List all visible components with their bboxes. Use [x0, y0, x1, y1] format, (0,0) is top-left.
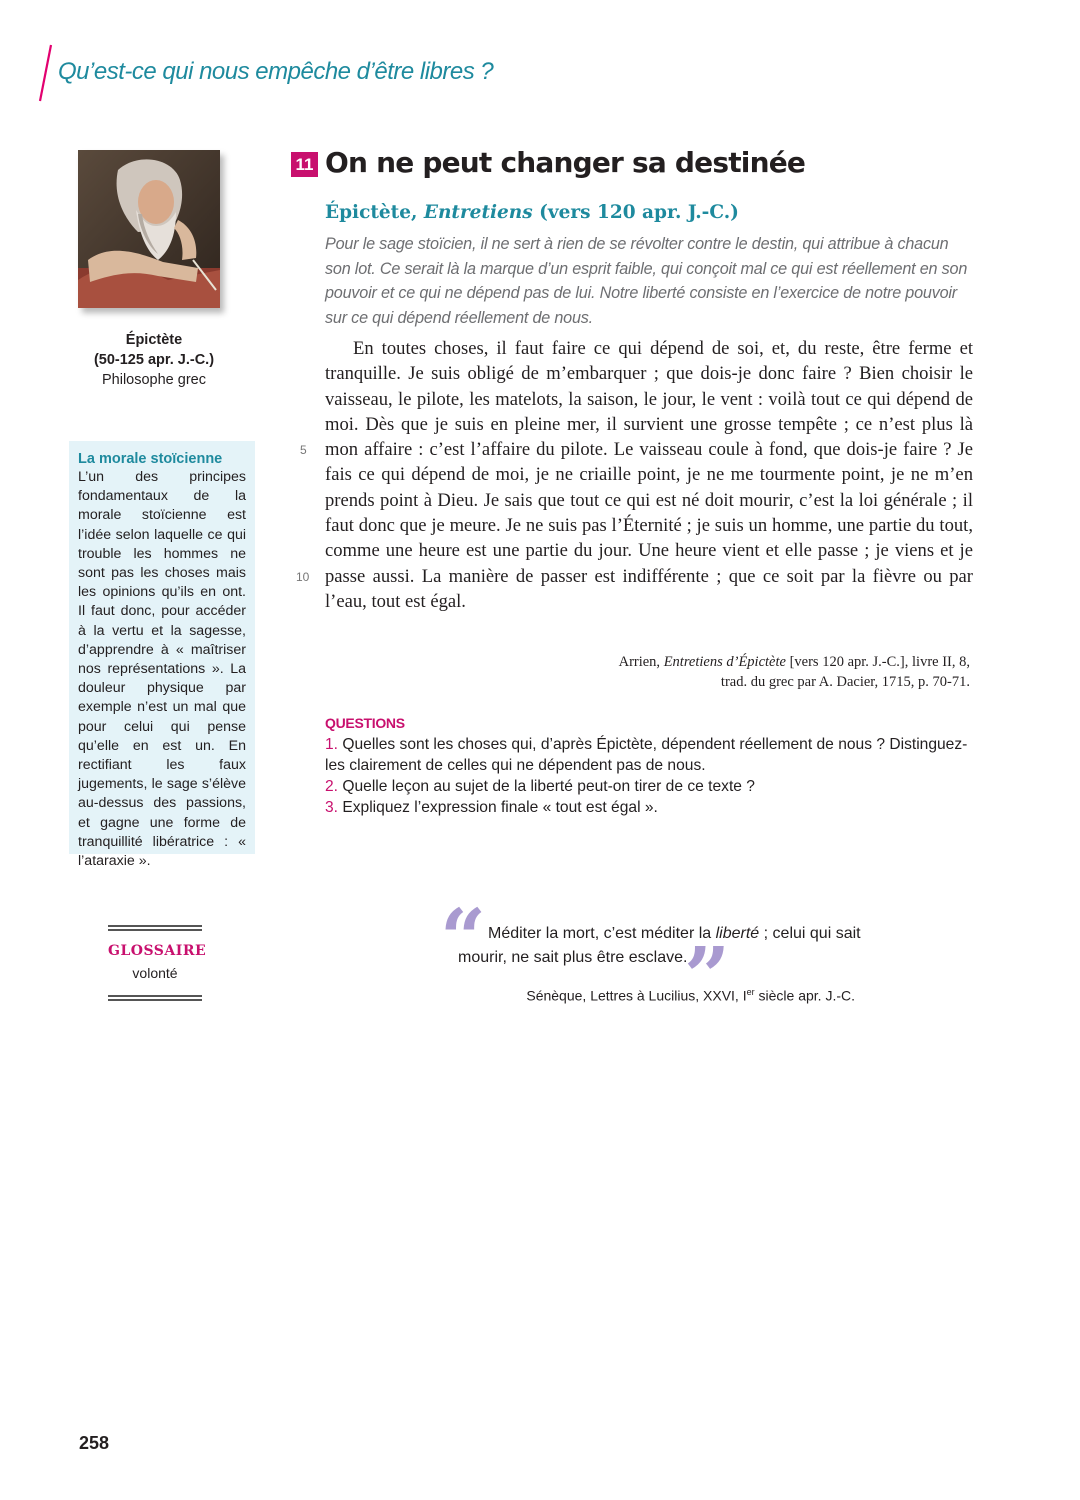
glossary-title: GLOSSAIRE — [108, 943, 207, 959]
quote-text-end: ; celui qui sait — [759, 925, 861, 942]
header-slash-decoration — [36, 44, 56, 102]
document-subtitle — [325, 202, 739, 223]
sidebar-box-title: La morale stoïcienne — [78, 451, 223, 467]
questions-title: QUESTIONS — [325, 715, 405, 731]
document-number-badge: 11 — [291, 152, 318, 177]
portrait-caption — [64, 330, 244, 390]
quote-text-start: Méditer la mort, c’est méditer la — [488, 925, 716, 942]
source-author: Arrien, — [618, 654, 664, 670]
question-item — [325, 797, 975, 818]
sidebar-box-text: L’un des principes fondamentaux de la morale stoïcienne est l’idée selon laquelle ce qui trouble les hommes ne sont pas les choses mais les opinions qu’ils en ont. Il faut donc, pour accéder à la vertu et la sagesse, d’apprendre à « maîtriser nos représentations ». La douleur physique par exemple n’est un mal que pour celui qui pense qu’elle en est un. En rectifiant les faux jugements, le sage s’élève au-dessus des passions, et gagne une forme de tranquillité libératrice : « l’ataraxie ». — [78, 469, 246, 870]
quote-text — [458, 922, 868, 970]
question-text: Expliquez l’expression finale « tout est égal ». — [338, 799, 658, 816]
text-source-citation — [460, 652, 970, 692]
line-number-10: 10 — [296, 570, 310, 584]
quote-author — [470, 987, 855, 1004]
questions-list — [325, 734, 975, 818]
source-translation: trad. du grec par A. Dacier, 1715, p. 70-71. — [720, 674, 970, 690]
quote-author-sup: er — [746, 987, 755, 997]
question-item — [325, 776, 975, 797]
philosopher-portrait-icon — [78, 150, 220, 308]
philosopher-name: Épictète — [125, 332, 183, 348]
glossary-box — [108, 925, 207, 1003]
questions-section — [325, 714, 975, 818]
quote-text-emphasis: liberté — [715, 925, 760, 942]
question-number: 2. — [325, 778, 339, 795]
question-item — [325, 734, 975, 776]
source-details: [vers 120 apr. J.-C.], livre II, 8, — [785, 654, 970, 670]
text-part-1: En toutes choses, il faut faire ce qui dépend de soi, et, du reste, être ferme et tranquille. Je suis obligé de m’embarquer ; que dois-je donc faire ? Bien choisir le vaisseau, le pilote, les matelots, la saison, le jour, le vent : voilà tout ce qui dépend de moi. Dès que je suis en pleine mer, il survient une grosse — [325, 338, 973, 435]
question-number: 1. — [325, 736, 339, 753]
text-part-2: tempête ; ce n’est plus là mon affaire : c’est l’affaire du pilote. Le vaisseau coule à fond, que dois-je faire ? Je fais ce qui dépend de moi, je ne criaille point, je ne me tourmente point, je ne m’en prends point à Dieu. Je sais que tout ce qui est né doit mourir, c’est la loi générale ; il faut donc que je meure. Je ne suis pas l’Éternité ; je suis un homme, une partie du tout, comme une heure est — [325, 413, 973, 562]
quote-author-end: siècle apr. J.-C. — [754, 987, 855, 1004]
quote-open-mark: “ — [440, 891, 487, 985]
text-part-3: une partie du jour. Une heure vient et elle passe ; je viens et je passe aussi. La manière de passer est indifférente ; que ce soit par la fièvre ou par l’eau, tout est égal. — [325, 540, 973, 612]
subtitle-author: Épictète, — [325, 202, 424, 223]
philosopher-role: Philosophe grec — [102, 372, 206, 388]
document-introduction: Pour le sage stoïcien, il ne sert à rien de se révolter contre le destin, qui attribue à chacun son lot. Ce serait là la marque d’un esprit faible, qui conçoit mal ce qui est réellement en son pouvoir et ce qui ne dépend pas de lui. Notre liberté consiste en l’exercice de notre pouvoir sur ce qui dépend réellement de nous. — [325, 235, 968, 327]
quote-close-mark: ” — [684, 929, 731, 1023]
document-text — [325, 336, 973, 614]
document-title: On ne peut changer sa destinée — [325, 146, 806, 179]
sidebar-info-box — [69, 441, 255, 870]
quote-text-line2: mourir, ne sait plus être esclave. — [458, 949, 688, 966]
page-number: 258 — [79, 1433, 110, 1453]
subtitle-date: (vers 120 apr. J.-C.) — [532, 202, 739, 223]
glossary-term[interactable]: volonté — [132, 965, 178, 981]
chapter-title: Qu’est-ce qui nous empêche d’être libres ? — [58, 58, 494, 85]
line-number-5: 5 — [300, 443, 307, 457]
question-text: Quelles sont les choses qui, d’après Épictète, dépendent réellement de nous ? Distinguez-les clairement de celles qui ne dépendent pas de nous. — [325, 736, 968, 774]
question-number: 3. — [325, 799, 339, 816]
subtitle-work: Entretiens — [423, 202, 533, 223]
philosopher-dates: (50-125 apr. J.-C.) — [93, 352, 215, 368]
source-work: Entretiens d’Épictète — [663, 654, 786, 670]
question-text: Quelle leçon au sujet de la liberté peut-on tirer de ce texte ? — [338, 778, 755, 795]
quote-author-start: Sénèque, Lettres à Lucilius, XXVI, I — [526, 987, 747, 1004]
